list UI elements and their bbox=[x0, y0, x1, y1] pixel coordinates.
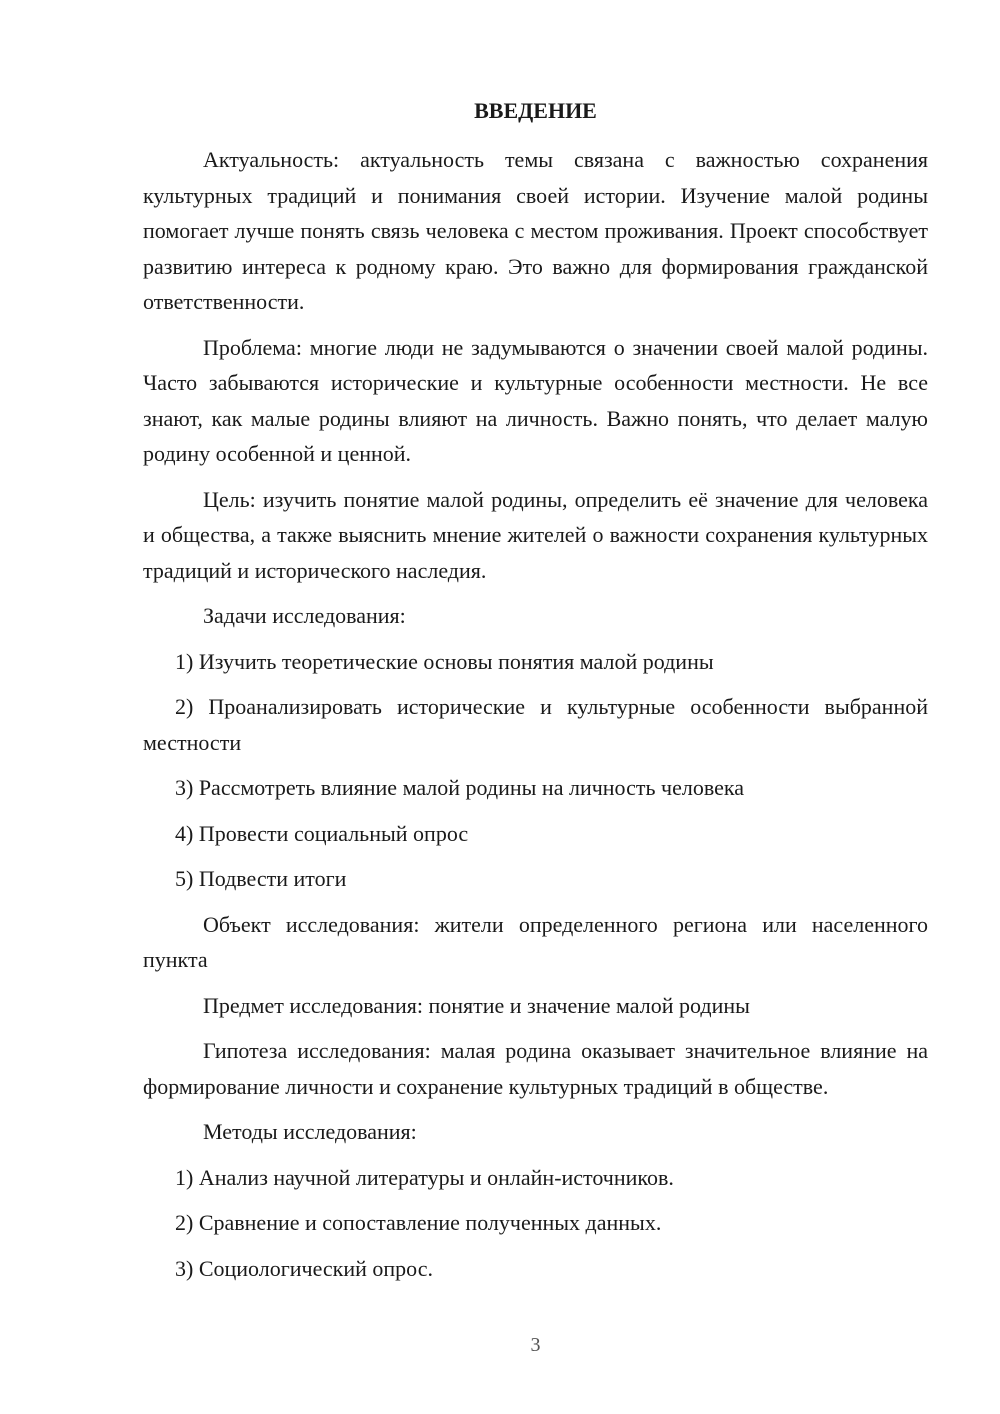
task-item-1: 1) Изучить теоретические основы понятия малой родины bbox=[175, 648, 714, 674]
paragraph-subject: Предмет исследования: понятие и значение малой родины bbox=[203, 992, 750, 1018]
tasks-heading: Задачи исследования: bbox=[203, 603, 406, 628]
paragraph-problem: Проблема: многие люди не задумываются о значении своей малой родины. Часто забываются исторические и культурные особенности местности. Не все знают, как малые родины влияют на личность. Важно понять, что делает малую родину особенной и ценной. bbox=[143, 334, 928, 466]
method-item-1: 1) Анализ научной литературы и онлайн-источников. bbox=[175, 1164, 674, 1190]
document-body bbox=[143, 142, 928, 1296]
page-title: ВВЕДЕНИЕ bbox=[474, 98, 597, 123]
task-item-4: 4) Провести социальный опрос bbox=[175, 820, 469, 846]
method-item-3: 3) Социологический опрос. bbox=[175, 1255, 433, 1281]
paragraph-goal: Цель: изучить понятие малой родины, определить её значение для человека и общества, а также выяснить мнение жителей о важности сохранения культурных традиций и исторического наследия. bbox=[143, 486, 928, 583]
task-item-2: 2) Проанализировать исторические и культурные особенности выбранной местности bbox=[143, 694, 928, 755]
task-item-3: 3) Рассмотреть влияние малой родины на личность человека bbox=[175, 775, 744, 800]
page-number: 3 bbox=[530, 1334, 541, 1356]
paragraph-object: Объект исследования: жители определенного региона или населенного пункта bbox=[143, 911, 928, 972]
methods-heading: Методы исследования: bbox=[203, 1119, 417, 1144]
method-item-2: 2) Сравнение и сопоставление полученных данных. bbox=[175, 1210, 662, 1235]
paragraph-hypothesis: Гипотеза исследования: малая родина оказывает значительное влияние на формирование личности и сохранение культурных традиций в обществе. bbox=[143, 1038, 928, 1099]
task-item-5: 5) Подвести итоги bbox=[175, 866, 347, 891]
paragraph-relevance: Актуальность: актуальность темы связана с важностью сохранения культурных традиций и понимания своей истории. Изучение малой родины помогает лучше понять связь человека с местом проживания. Проект способствует развитию интереса к родному краю. Это важно для формирования гражданской ответственности. bbox=[143, 147, 928, 314]
